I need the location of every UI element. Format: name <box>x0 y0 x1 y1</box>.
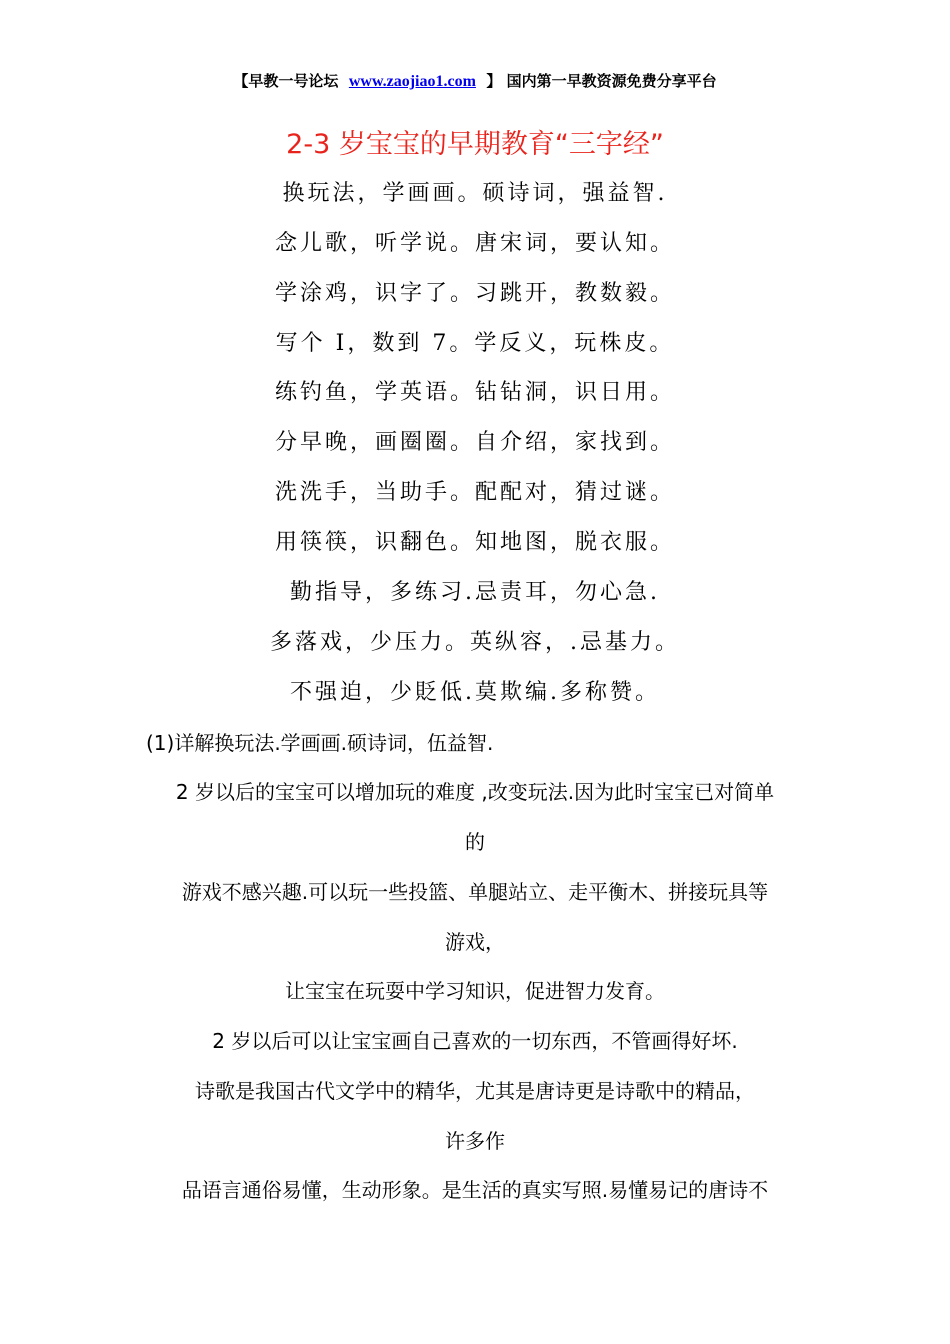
paragraph-line: 2 岁以后的宝宝可以增加玩的难度 ,改变玩法.因为此时宝宝已对简单 <box>175 780 775 804</box>
paragraph-line: 品语言通俗易懂，生动形象。是生活的真实写照.易懂易记的唐诗不 <box>181 1178 769 1202</box>
page-header <box>0 70 950 91</box>
paragraph-line: 2 岁以后可以让宝宝画自己喜欢的一切东西，不管画得好坏. <box>212 1029 738 1053</box>
verse-line: 念儿歌，听学说。唐宋词，要认知。 <box>274 231 675 256</box>
paragraph-line: 让宝宝在玩耍中学习知识，促进智力发育。 <box>285 979 665 1003</box>
document-title: 2-3 岁宝宝的早期教育“三字经” <box>286 129 664 160</box>
paragraph-line: 游戏不感兴趣.可以玩一些投篮、单腿站立、走平衡木、拼接玩具等 <box>181 880 769 904</box>
paragraph-line: 的 <box>465 830 485 854</box>
verse-line: 换玩法，学画画。硕诗词，强益智. <box>282 181 668 206</box>
paragraph-line: 游戏， <box>445 930 505 954</box>
verse-line: 不强迫，少貶低.莫欺编.多称赞。 <box>290 680 660 705</box>
header-left-text: 【早教一号论坛 <box>233 72 339 90</box>
verse-line: 分早晚，画圈圈。自介绍，家找到。 <box>274 430 675 455</box>
verse-line: 学涂鸡，识字了。习跳开，教数毅。 <box>274 281 675 306</box>
header-right-text: 】 国内第一早教资源免费分享平台 <box>486 72 717 90</box>
verse-line: 用筷筷，识翻色。知地图，脱衣服。 <box>274 530 675 555</box>
verse-line: 写个 I，数到 7。学反义，玩株皮。 <box>275 331 675 356</box>
paragraph-line: 许多作 <box>445 1129 505 1153</box>
section-heading: (1)详解换玩法.学画画.硕诗词，伍益智. <box>146 731 494 755</box>
forum-link[interactable]: www.zaojiao1.com <box>348 73 476 90</box>
verse-line: 洗洗手，当助手。配配对，猜过谜。 <box>274 480 675 505</box>
verse-line: 多落戏，少压力。英纵容，.忌基力。 <box>270 630 680 655</box>
verse-line: 勤指导，多练习.忌责耳，勿心急. <box>290 580 660 605</box>
paragraph-line: 诗歌是我国古代文学中的精华，尤其是唐诗更是诗歌中的精品， <box>195 1079 755 1103</box>
verse-line: 练钓鱼，学英语。钻钻洞，识日用。 <box>274 380 675 405</box>
